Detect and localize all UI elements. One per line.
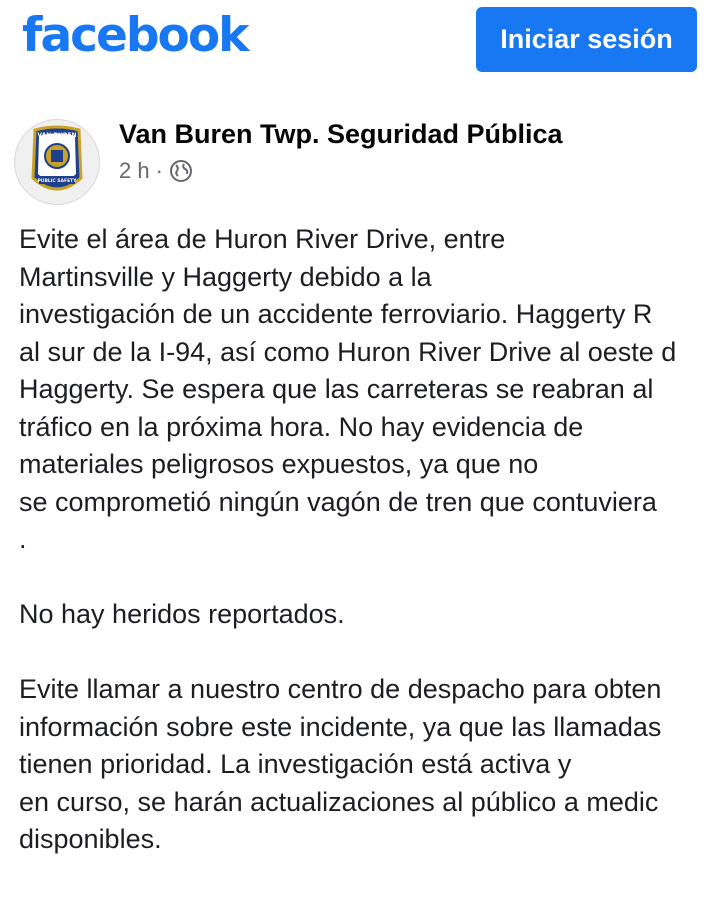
- post-line: al sur de la I-94, así como Huron River Drive al oeste d: [19, 336, 677, 367]
- page-name[interactable]: Van Buren Twp. Seguridad Pública: [119, 119, 563, 149]
- badge-top-text: VAN BUREN: [37, 132, 77, 139]
- badge-icon: [15, 120, 99, 204]
- post-line: Evite llamar a nuestro centro de despacho para obten: [19, 674, 662, 704]
- post-text: [19, 221, 720, 859]
- login-button[interactable]: Iniciar sesión: [476, 7, 697, 72]
- post-line: Martinsville y Haggerty debido a la: [19, 261, 432, 292]
- post-line: No hay heridos reportados.: [19, 599, 345, 629]
- meta-separator: ·: [155, 158, 163, 183]
- facebook-logo[interactable]: facebook: [22, 8, 248, 63]
- post-line: investigación de un accidente ferroviario. Haggerty R: [19, 299, 653, 329]
- post-line: Evite el área de Huron River Drive, entre: [19, 224, 506, 254]
- paragraph-gap: [19, 559, 720, 597]
- post-line: Haggerty. Se espera que las carreteras se reabran al: [19, 374, 654, 404]
- paragraph-gap: [19, 634, 720, 672]
- avatar[interactable]: [14, 119, 100, 205]
- post-line: tráfico en la próxima hora. No hay evidencia de: [19, 411, 584, 442]
- globe-icon: [169, 159, 193, 183]
- timestamp[interactable]: 2 h: [119, 158, 150, 183]
- post-line: materiales peligrosos expuestos, ya que no: [19, 449, 539, 479]
- post-line: .: [19, 524, 27, 554]
- badge-bottom-text: PUBLIC SAFETY: [37, 179, 77, 184]
- post-line: se comprometió ningún vagón de tren que contuviera: [19, 486, 657, 517]
- post-meta: [119, 158, 193, 184]
- post-line: información sobre este incidente, ya que las llamadas: [19, 711, 662, 742]
- post-line: disponibles.: [19, 824, 162, 854]
- post-line: en curso, se harán actualizaciones al público a medic: [19, 786, 659, 817]
- post-line: tienen prioridad. La investigación está activa y: [19, 749, 572, 779]
